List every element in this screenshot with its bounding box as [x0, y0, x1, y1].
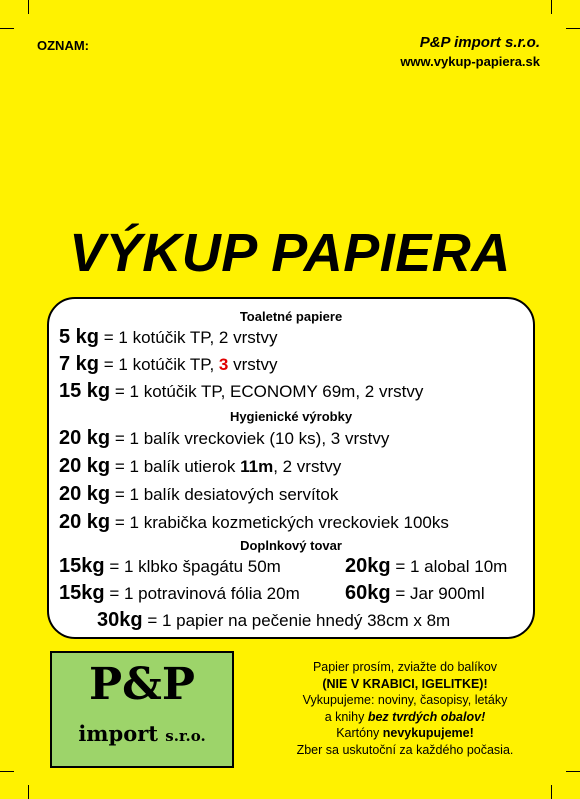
list-item [59, 455, 341, 478]
crop-mark [551, 0, 552, 14]
note-emphasis: bez tvrdých obalov! [367, 709, 486, 724]
item-text: , 2 vrstvy [273, 457, 342, 476]
weight: 20 kg [59, 427, 111, 449]
item-text: = 1 klbko špagátu 50m [104, 557, 281, 576]
list-item [345, 582, 485, 605]
note-line [250, 725, 560, 742]
section-extra-goods: Doplnkový tovar [240, 538, 342, 553]
section-toilet-paper: Toaletné papiere [239, 309, 343, 324]
item-text: = 1 kotúčik TP, ECONOMY 69m, 2 vrstvy [110, 382, 424, 401]
item-text: = 1 kotúčik TP, [99, 355, 219, 374]
highlight-number: 3 [218, 355, 229, 374]
list-item [59, 582, 300, 605]
list-item [59, 511, 449, 534]
item-text: vrstvy [228, 355, 278, 374]
crop-mark [566, 771, 580, 772]
company-logo [50, 651, 234, 768]
note-line: (NIE V KRABICI, IGELITKE)! [322, 676, 488, 691]
item-text: = 1 alobal 10m [390, 557, 508, 576]
list-item [59, 427, 389, 450]
logo-import: import [78, 721, 158, 746]
list-item [59, 555, 281, 578]
note-line [250, 709, 560, 726]
weight: 15 kg [59, 380, 111, 402]
note-emphasis: nevykupujeme! [382, 726, 474, 740]
note-text: Kartóny [336, 726, 383, 740]
logo-suffix: s.r.o. [165, 727, 206, 745]
list-item [59, 380, 423, 403]
note-line: Vykupujeme: noviny, časopisy, letáky [302, 693, 508, 707]
website-link[interactable]: www.vykup-papiera.sk [400, 54, 540, 69]
crop-mark [0, 28, 14, 29]
weight: 7 kg [59, 353, 100, 375]
instructions-text [250, 659, 560, 758]
weight: 20kg [345, 555, 391, 577]
weight: 15kg [59, 582, 105, 604]
crop-mark [566, 28, 580, 29]
price-list-box [47, 297, 535, 639]
weight: 20 kg [59, 483, 111, 505]
page-title: VÝKUP PAPIERA [69, 223, 511, 283]
weight: 30kg [97, 609, 143, 631]
list-item [59, 326, 277, 349]
item-text: = 1 potravinová fólia 20m [104, 584, 300, 603]
logo-sub-text [52, 721, 232, 746]
company-name: P&P import s.r.o. [419, 34, 540, 51]
item-text: = 1 kotúčik TP, 2 vrstvy [99, 328, 278, 347]
item-text: = 1 krabička kozmetických vreckoviek 100ks [110, 513, 449, 532]
weight: 20 kg [59, 511, 111, 533]
section-hygiene: Hygienické výrobky [229, 409, 353, 424]
note-text: a knihy [324, 709, 368, 724]
crop-mark [0, 771, 14, 772]
weight: 15kg [59, 555, 105, 577]
list-item [97, 609, 450, 632]
list-item [345, 555, 507, 578]
item-text: = Jar 900ml [390, 584, 485, 603]
note-line: Zber sa uskutoční za každého počasia. [296, 742, 514, 757]
item-text: = 1 balík desiatových servítok [110, 485, 339, 504]
crop-mark [28, 785, 29, 799]
item-text: = 1 balík vreckoviek (10 ks), 3 vrstvy [110, 429, 390, 448]
bold-length: 11m [240, 457, 274, 476]
weight: 5 kg [59, 326, 100, 348]
logo-main-text: P&P [89, 659, 195, 710]
crop-mark [551, 785, 552, 799]
list-item [59, 353, 277, 376]
item-text: = 1 papier na pečenie hnedý 38cm x 8m [142, 611, 451, 630]
item-text: = 1 balík utierok [110, 457, 241, 476]
weight: 60kg [345, 582, 391, 604]
list-item [59, 483, 338, 506]
company-header [400, 33, 540, 71]
note-line: Papier prosím, zviažte do balíkov [312, 660, 498, 674]
weight: 20 kg [59, 455, 111, 477]
crop-mark [28, 0, 29, 14]
notice-label: OZNAM: [37, 38, 89, 53]
